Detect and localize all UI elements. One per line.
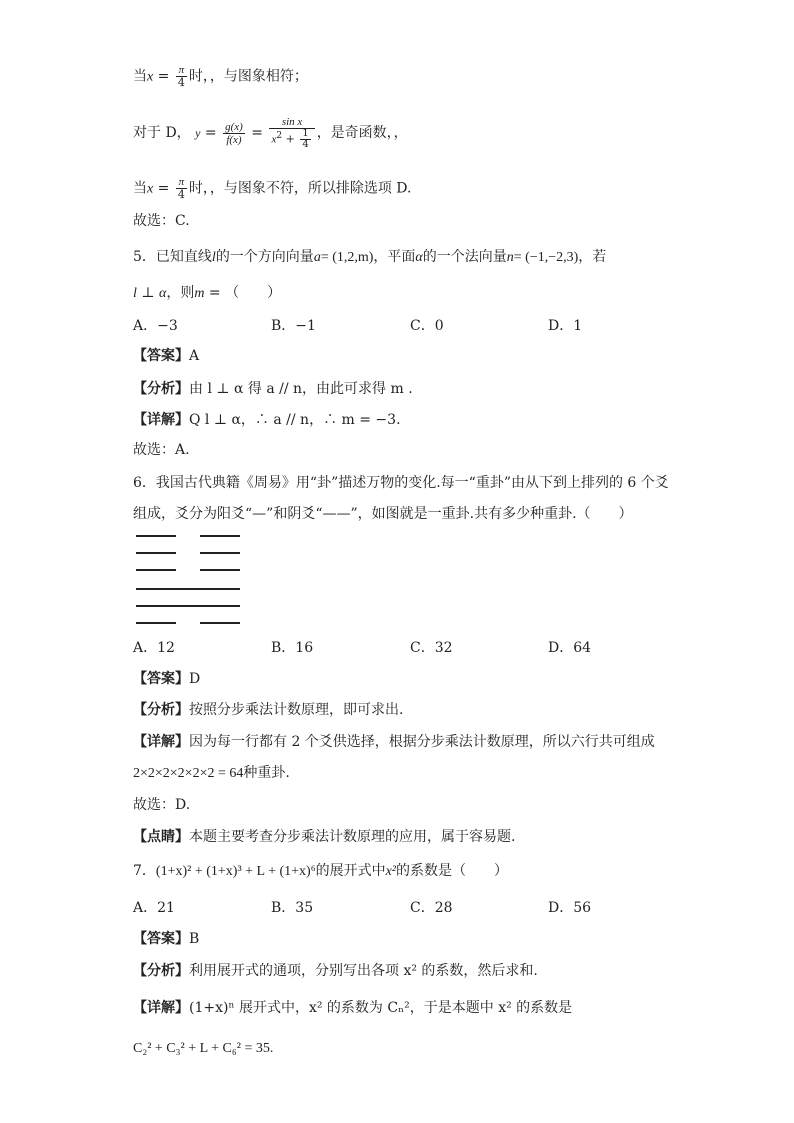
q7-final: C₂² + C₃² + L + C₆² = 35. <box>133 1041 274 1056</box>
d-choose: 故选：C. <box>133 213 190 229</box>
q6-answer: 【答案】D <box>133 671 201 687</box>
yao-line <box>136 588 240 590</box>
q6-option-a: A．12 <box>133 640 175 656</box>
yao-line <box>200 622 240 624</box>
q5-choose: 故选：A. <box>133 442 190 458</box>
q7-option-b: B．35 <box>271 900 314 916</box>
d-line-1: 当x = $\frac{\pi}{4}$ 时，，与图象相符； <box>133 64 308 89</box>
yao-line <box>136 605 240 607</box>
q6-stem-2: 组成，爻分为阳爻“—”和阴爻“——”，如图就是一重卦.共有多少种重卦.（ ） <box>133 506 633 522</box>
yao-line <box>200 535 240 537</box>
d-line-3: 当x = $\frac{\pi}{4}$ 时，，与图象不符，所以排除选项 D. <box>133 176 412 201</box>
q7-detail: 【详解】(1+x)ⁿ 展开式中，x² 的系数为 Cₙ²，于是本题中 x² 的系数是 <box>133 1000 573 1016</box>
q7-option-c: C．28 <box>410 900 453 916</box>
q7-stem: 7．(1+x)² + (1+x)³ + L + (1+x)⁶的展开式中x²的系数是（ ） <box>133 863 508 879</box>
yao-line <box>200 552 240 554</box>
q5-answer: 【答案】A <box>133 348 200 364</box>
q6-detail-1: 【详解】因为每一行都有 2 个爻供选择，根据分步乘法计数原理，所以六行共可组成 <box>133 734 655 750</box>
yao-line <box>136 569 176 571</box>
q7-option-d: D．56 <box>548 900 592 916</box>
q5-detail: 【详解】Q l ⊥ α，∴ a // n，∴ m = −3. <box>133 412 401 428</box>
d-line-2: 对于 D， y = $\frac{g(x)}{f(x)}$ = sin x $x^2$ + $\frac{1}{4}$ ，是奇函数，， <box>133 116 408 150</box>
q6-detail-2: 2×2×2×2×2×2 = 64种重卦. <box>133 765 290 781</box>
q6-option-d: D．64 <box>548 640 592 656</box>
yao-line <box>136 622 176 624</box>
q6-choose: 故选：D. <box>133 797 191 813</box>
q5-option-d: D．1 <box>548 318 583 334</box>
q6-stem-1: 6．我国古代典籍《周易》用“卦”描述万物的变化.每一“重卦”由从下到上排列的 6 个爻 <box>133 475 669 491</box>
q5-option-c: C．0 <box>410 318 444 334</box>
q5-analysis: 【分析】由 l ⊥ α 得 a // n，由此可求得 m . <box>133 381 413 397</box>
yao-line <box>136 552 176 554</box>
yao-line <box>136 535 176 537</box>
q6-option-c: C．32 <box>410 640 453 656</box>
q6-option-b: B．16 <box>271 640 314 656</box>
yao-line <box>200 569 240 571</box>
q7-option-a: A．21 <box>133 900 175 916</box>
q7-analysis: 【分析】利用展开式的通项，分别写出各项 x² 的系数，然后求和. <box>133 963 538 979</box>
q6-analysis: 【分析】按照分步乘法计数原理，即可求出. <box>133 702 404 718</box>
q5-stem-1: 5．已知直线l的一个方向向量a= (1,2,m)，平面α的一个法向量n= (−1,−2,3)，若 <box>133 249 607 265</box>
q5-stem-2: l ⊥ α，则m = （ ） <box>133 285 282 301</box>
q6-comment: 【点睛】本题主要考查分步乘法计数原理的应用，属于容易题. <box>133 829 516 845</box>
q7-answer: 【答案】B <box>133 931 200 947</box>
hexagram-figure <box>136 535 240 627</box>
q5-option-a: A．−3 <box>133 318 178 334</box>
q5-option-b: B．−1 <box>271 318 316 334</box>
